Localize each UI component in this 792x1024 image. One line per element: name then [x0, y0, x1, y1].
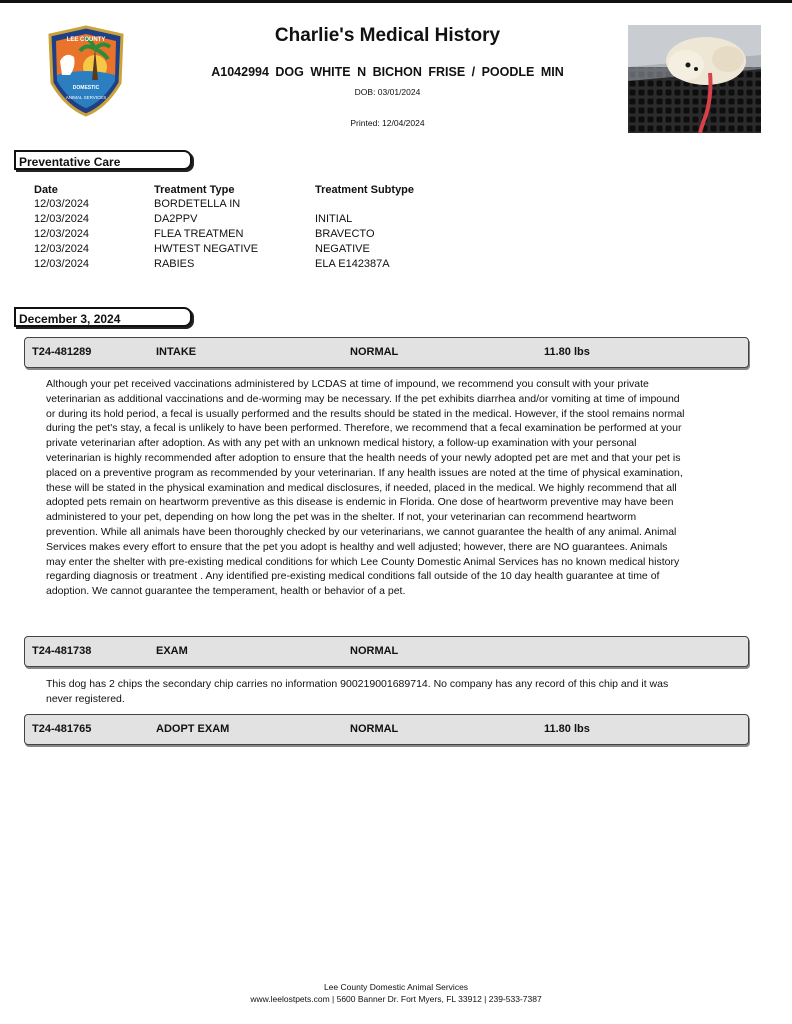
logo-text-mid: DOMESTIC	[72, 85, 100, 91]
pet-photo	[628, 25, 761, 133]
encounter-id: T24-481289	[32, 346, 92, 358]
row-date: 12/03/2024	[34, 198, 90, 210]
encounter-status: NORMAL	[350, 645, 399, 657]
encounter-id: T24-481738	[32, 645, 92, 657]
row-date: 12/03/2024	[34, 213, 90, 225]
encounter-bar	[24, 636, 749, 667]
row-treatment-type: FLEA TREATMEN	[154, 228, 244, 240]
encounter-weight: 11.80 lbs	[544, 346, 590, 358]
encounter-type: EXAM	[156, 645, 188, 657]
date-of-birth: DOB: 03/01/2024	[354, 87, 421, 97]
column-header-treatment-subtype: Treatment Subtype	[315, 184, 415, 196]
row-treatment-subtype: INITIAL	[315, 213, 353, 225]
visit-date-heading: December 3, 2024	[14, 307, 192, 327]
row-date: 12/03/2024	[34, 228, 90, 240]
row-treatment-subtype: ELA E142387A	[315, 258, 390, 270]
encounter-weight: 11.80 lbs	[544, 723, 590, 735]
row-treatment-subtype: BRAVECTO	[315, 228, 375, 240]
row-date: 12/03/2024	[34, 258, 90, 270]
encounter-status: NORMAL	[350, 723, 399, 735]
row-treatment-subtype: NEGATIVE	[315, 243, 370, 255]
footer-contact: www.leelostpets.com | 5600 Banner Dr. Fort Myers, FL 33912 | 239-533-7387	[250, 994, 542, 1004]
row-treatment-type: DA2PPV	[154, 213, 198, 225]
row-date: 12/03/2024	[34, 243, 90, 255]
encounter-bar	[24, 337, 749, 368]
encounter-status: NORMAL	[350, 346, 399, 358]
encounter-bar	[24, 714, 749, 745]
printed-date: Printed: 12/04/2024	[350, 118, 425, 128]
logo-text-bottom: ANIMAL SERVICES	[65, 95, 107, 100]
encounter-note: This dog has 2 chips the secondary chip carries no information 900219001689714. No company has any record of this chip and it was never registered.	[46, 678, 669, 705]
lee-county-logo	[46, 25, 126, 117]
encounter-type: ADOPT EXAM	[156, 723, 230, 735]
column-header-date: Date	[34, 184, 58, 196]
row-treatment-type: RABIES	[154, 258, 195, 270]
logo-text-top: LEE COUNTY	[66, 37, 106, 43]
column-header-treatment-type: Treatment Type	[154, 184, 235, 196]
preventative-care-heading: Preventative Care	[14, 150, 192, 170]
footer-organization: Lee County Domestic Animal Services	[323, 982, 469, 992]
encounter-id: T24-481765	[32, 723, 92, 735]
top-rule	[0, 0, 792, 3]
row-treatment-type: BORDETELLA IN	[154, 198, 241, 210]
row-treatment-type: HWTEST NEGATIVE	[154, 243, 259, 255]
encounter-note: Although your pet received vaccinations administered by LCDAS at time of impound, we recommend you consult with your private veterinarian as additional vaccinations and de-worming may be necessary. If the pet exhibits diarrhea and/or vomiting at time of impound or during its hold period, a fecal is usually performed and the results should be stated in the medical. However, if the stool remains normal during the pet's stay, a fecal is unlikely to have been performed. Therefore, we recommend that a fecal examination be performed at your private veterinarian after adoption. As with any pet with an unknown medical history, a follow-up examination with your personal veterinarian is highly recommended after adoption to ensure that the health needs of your newly adopted pet are met and that your pet is placed on a preventive program as recommended by your veterinarian. If any health issues are noted at the time of physical examination, these will be stated in the physical examination and medical disclosures, if needed, placed in the medical. We highly recommend that all adopted pets remain on heartworm preventive as this disease is endemic in Florida. One dose of heartworm preventive may have been administered to your pet, depending on how long the pet was in the shelter. If not, your veterinarian can recommend heartworm prevention. While all animals have been thoroughly checked by our veterinarians, we cannot guarantee the health of any animal. Animal Services makes every effort to ensure that the pet you adopt is healthy and well adjusted; however, there are NO guarantees. Animals may enter the shelter with pre-existing medical conditions for which Lee County Domestic Animal Services has no known medical history regarding diagnosis or treatment . Any identified pre-existing medical conditions fall outside of the 10 day health guarantee at time of adoption. We cannot guarantee the temperament, health or behavior of a pet.	[46, 378, 685, 598]
encounter-type: INTAKE	[156, 346, 197, 358]
page-title: Charlie's Medical History	[274, 25, 501, 46]
animal-summary: A1042994 DOG WHITE N BICHON FRISE / POODLE MIN	[211, 65, 564, 79]
